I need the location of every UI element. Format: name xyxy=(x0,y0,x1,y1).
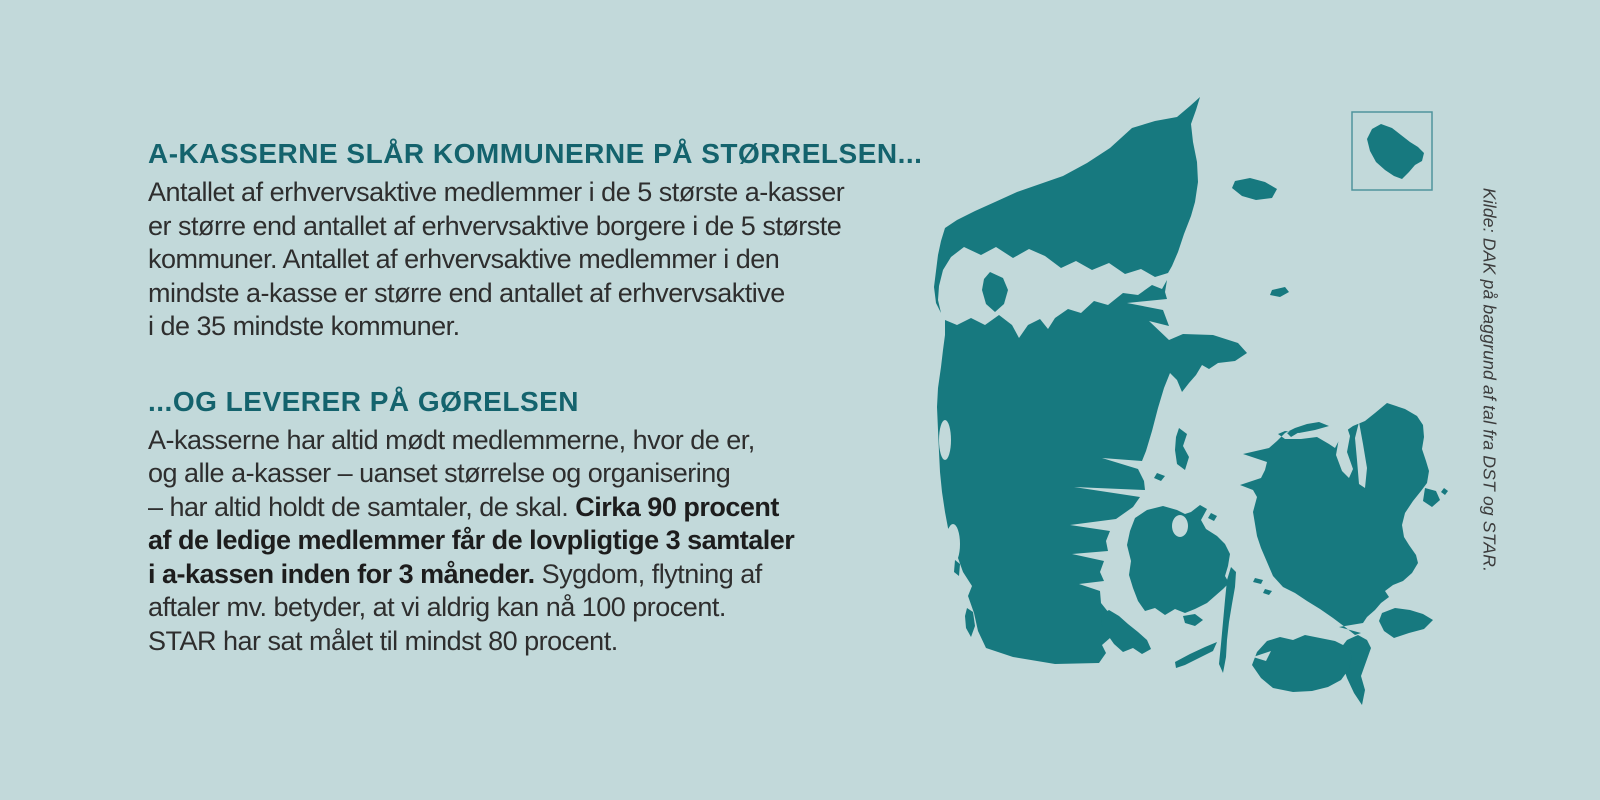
agerso-island xyxy=(1253,578,1263,584)
hindsholm-islet xyxy=(1208,513,1217,521)
odense-fjord xyxy=(1172,515,1188,537)
anholt-island xyxy=(1270,287,1289,297)
ringkobing-fjord-lagoon xyxy=(946,524,960,564)
paragraph-line: og alle a-kasser – uanset størrelse og organisering xyxy=(148,458,731,488)
romo-island xyxy=(965,608,975,637)
north-jutland xyxy=(934,97,1200,313)
paragraph-line: A-kasserne har altid mødt medlemmerne, hvor de er, xyxy=(148,424,755,455)
jutland-mainland xyxy=(937,280,1247,664)
paragraph-line: af de ledige medlemmer får de lovpligtige 3 samtaler xyxy=(148,525,795,555)
laeso-island xyxy=(1232,178,1277,200)
zealand-island xyxy=(1240,403,1429,635)
saltholm-island xyxy=(1441,488,1448,495)
paragraph-line: STAR har sat målet til mindst 80 procent. xyxy=(148,625,618,656)
paragraph-line: i de 35 mindste kommuner. xyxy=(148,311,460,341)
paragraph-line: – har altid holdt de samtaler, de skal. Cirka 90 procent xyxy=(148,491,779,522)
paragraph-line: aftaler mv. betyder, at vi aldrig kan nå 100 procent. xyxy=(148,592,726,622)
source-credit: Kilde: DAK på baggrund af tal fra DST og STAR. xyxy=(1479,187,1500,573)
tasinge-island xyxy=(1183,614,1203,626)
section-2-paragraph xyxy=(148,424,928,659)
text-column xyxy=(148,138,928,658)
paragraph-line: mindste a-kasse er større end antallet af erhvervsaktive xyxy=(148,277,785,308)
fano-island xyxy=(954,560,960,576)
als-island xyxy=(1101,610,1151,654)
paragraph-line: kommuner. Antallet af erhvervsaktive medlemmer i den xyxy=(148,244,780,274)
section-1-paragraph xyxy=(148,176,928,344)
omo-island xyxy=(1263,589,1272,595)
paragraph-line: er større end antallet af erhvervsaktive borgere i de 5 største xyxy=(148,210,842,241)
mors-island xyxy=(982,272,1008,312)
amager-island xyxy=(1423,488,1440,507)
section-2-heading: ...OG LEVERER PÅ GØRELSEN xyxy=(148,385,580,417)
denmark-map xyxy=(895,92,1455,707)
bornholm-island xyxy=(1367,124,1424,179)
mon-island xyxy=(1379,608,1433,638)
paragraph-line: i a-kassen inden for 3 måneder. Sygdom, flytning af xyxy=(148,558,762,589)
section-1-heading: A-KASSERNE SLÅR KOMMUNERNE PÅ STØRRELSEN... xyxy=(148,138,923,169)
lolland-island xyxy=(1252,635,1352,692)
aero-island xyxy=(1175,642,1217,668)
samso-island xyxy=(1175,428,1189,470)
paragraph-line: Antallet af erhvervsaktive medlemmer i de 5 største a-kasser xyxy=(148,177,845,207)
nissum-fjord-lagoon xyxy=(939,420,951,460)
endelave-island xyxy=(1154,473,1165,481)
denmark-map-svg xyxy=(895,92,1455,707)
